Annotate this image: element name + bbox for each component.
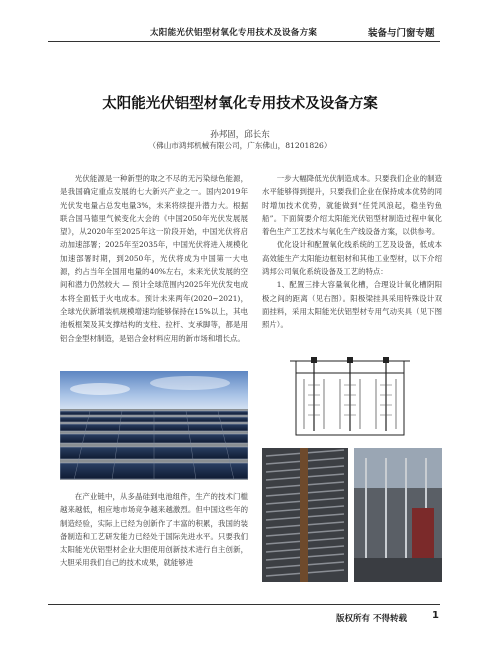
pneumatic-fixture-photos bbox=[262, 448, 442, 582]
paragraph: 优化设计和配置氧化线系统的工艺及设备，低成本高效能生产太阳能边框铝材和其他工业型材，以下介绍鸿邦公司氧化系统设备及工艺的特点： bbox=[262, 240, 442, 277]
footer-rule bbox=[48, 604, 440, 605]
paragraph: 光伏能源是一种新型的取之不尽的无污染绿色能源，是我国确定重点发展的七大新兴产业之一。国内2019年光伏发电量占总发电量3%，未来将续提升潜力大。根据联合国马德里气候变化大会的《中国2050年光伏发展展望》，从2020年至2025年这一阶段开始，中国光伏将启动加速部署；2025年至2035年，中国光伏将进入规模化加速部署时期，到2050年，光伏将成为中国第一大电源，约占当年全国用电量的40%左右，未来光伏发展的空间和潜力仍然较大 — 预计全球范围内2025年光伏发电成本将全面低于火电成本。预计未来两年(2020~2021)，全球光伏新增装机规模增速均能够保持在15%以上，其电池板框架及其支撑结构的支柱、拉杆、支承脚等，都是用铝合金型材制造，是铝合金材料应用的新市场和增长点。 bbox=[60, 174, 248, 343]
paragraph: 一步大幅降低光伏制造成本。只要我们企业的制造水平能够得到提升，只要我们企业在保持成本优势的同时增加技术优势，就能做到“任凭风浪起，稳坐钓鱼船”。下面简要介绍太阳能光伏铝型材制造过程中氧化着色生产工艺技术与氧化生产线设备方案，以供参考。 bbox=[262, 174, 442, 237]
right-column bbox=[262, 172, 442, 332]
section-label: 装备与门窗专题 bbox=[368, 28, 435, 39]
copyright-notice: 版权所有 不得转载 bbox=[336, 614, 407, 624]
article-title: 太阳能光伏铝型材氧化专用技术及设备方案 bbox=[102, 95, 378, 112]
article-affiliation: （佛山市鸿邦机械有限公司，广东佛山，81201826） bbox=[148, 141, 332, 150]
page-footer bbox=[0, 604, 480, 634]
header-rule bbox=[48, 41, 440, 42]
left-column-bottom bbox=[60, 490, 248, 570]
anodizing-tank-diagram bbox=[290, 355, 410, 439]
left-column-top bbox=[60, 172, 248, 345]
fixture-photo-left bbox=[262, 448, 348, 582]
paragraph: 1、配置三排大容量氧化槽，合理设计氧化槽阴阳极之间的距离（见右图）。阳极梁挂具采用特殊设计双面挂料，采用太阳能光伏铝型材专用气动夹具（见下图照片）。 bbox=[262, 280, 442, 330]
solar-farm-photo bbox=[60, 371, 248, 480]
running-header bbox=[0, 19, 480, 45]
article-authors: 孙邦固，邱长东 bbox=[210, 130, 270, 140]
fixture-photo-right bbox=[354, 448, 442, 582]
page-number: 1 bbox=[432, 610, 439, 621]
running-title: 太阳能光伏铝型材氧化专用技术及设备方案 bbox=[150, 28, 318, 38]
paragraph: 在产业链中，从多晶硅到电池组件，生产的技术门槛越来越低，相应地市场竞争越来越激烈。但中国这些年的制造经验，实际上已经为创新作了丰富的积累，我国的装备制造和工艺研发能力已经处于国际先进水平。只要我们太阳能光伏铝型材企业大胆使用创新技术进行自主创新，大胆采用我们自己的技术成果，就能够进 bbox=[60, 492, 248, 568]
